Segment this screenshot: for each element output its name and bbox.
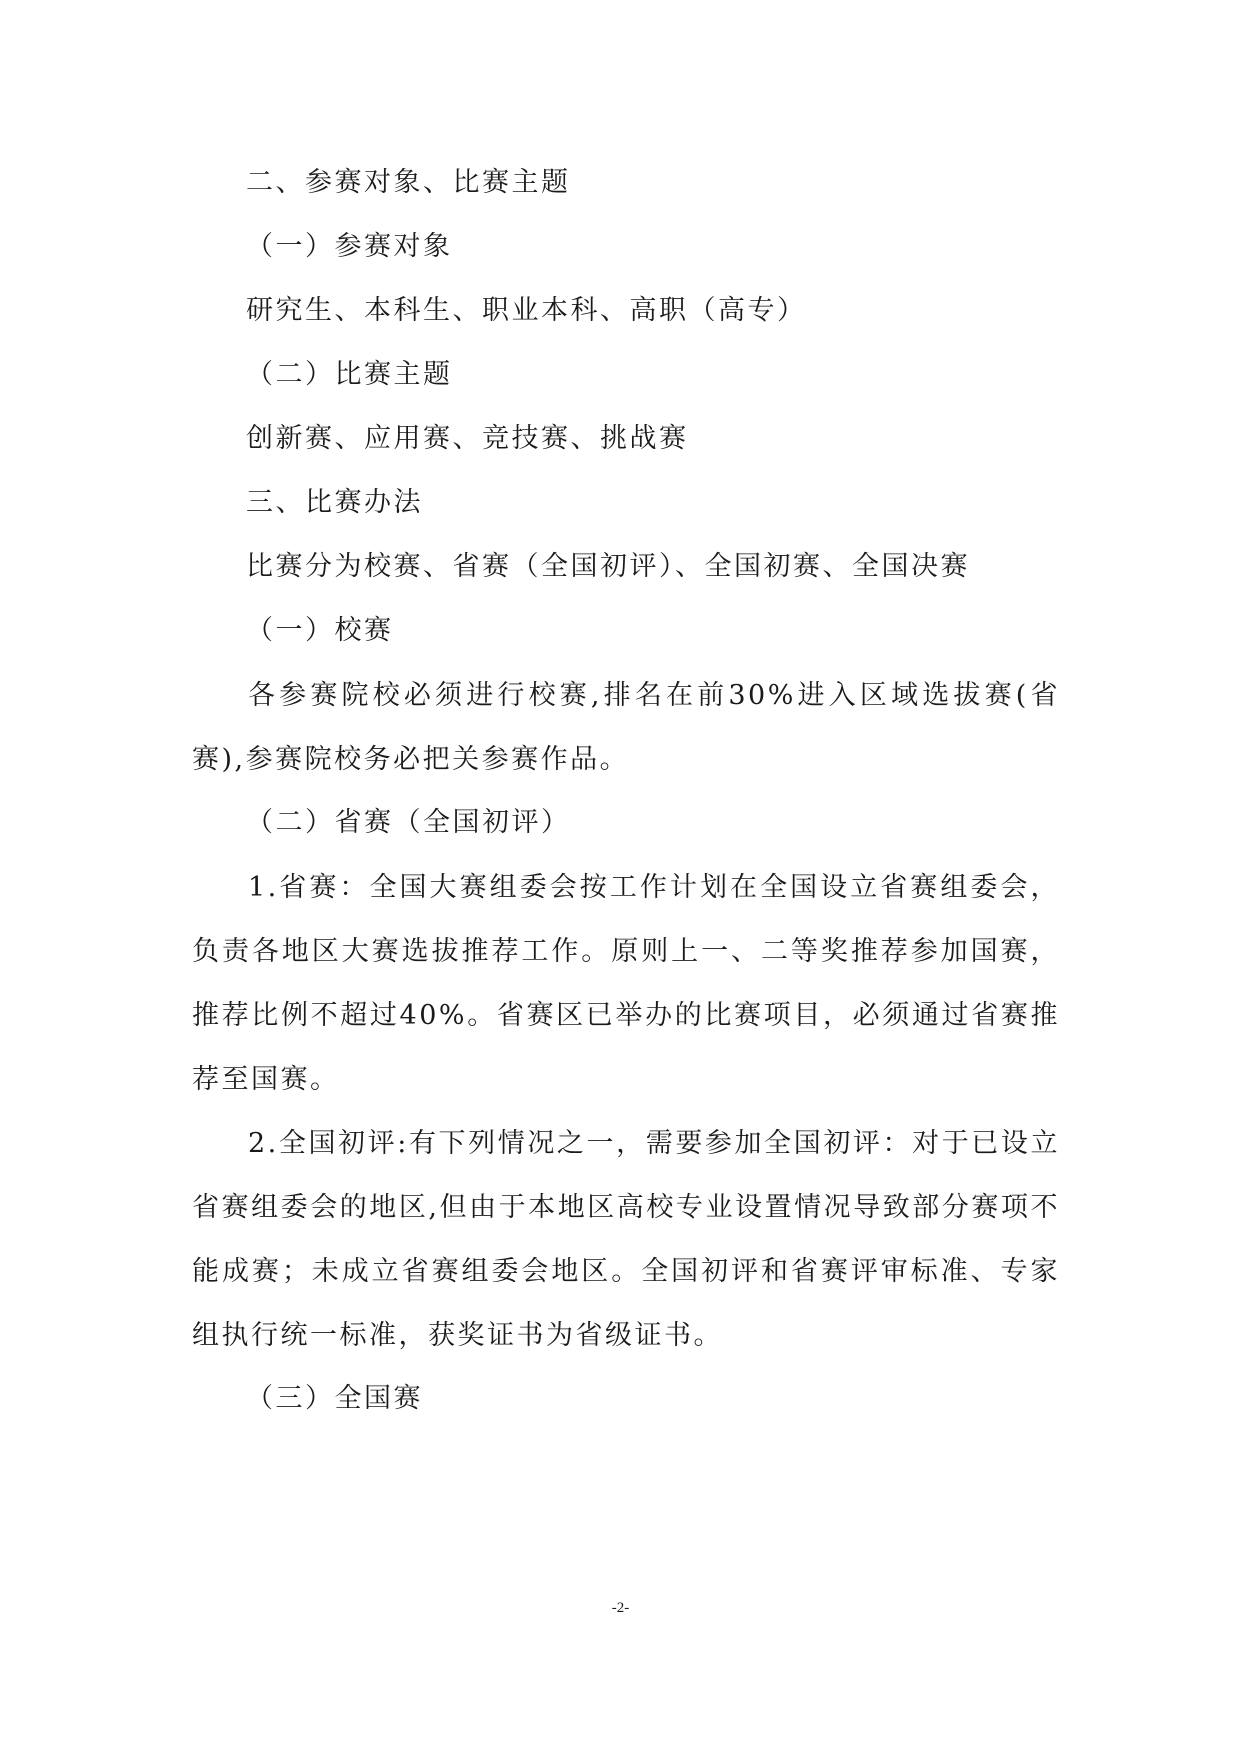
page-number: -2-	[611, 1600, 630, 1616]
subheading-school-competition: （一）校赛	[246, 615, 394, 646]
subheading-national-competition: （三）全国赛	[246, 1383, 423, 1414]
provincial-item-1-paragraph: 1.省赛：全国大赛组委会按工作计划在全国设立省赛组委会，负责各地区大赛选拔推荐工作。原则上一、二等奖推荐参加国赛，推荐比例不超过40%。省赛区已举办的比赛项目，必须通过省赛推荐至国赛。	[192, 872, 1060, 1095]
provincial-item-2-paragraph: 2.全国初评:有下列情况之一，需要参加全国初评：对于已设立省赛组委会的地区,但由于本地区高校专业设置情况导致部分赛项不能成赛；未成立省赛组委会地区。全国初评和省赛评审标准、专家组执行统一标准，获奖证书为省级证书。	[192, 1128, 1060, 1351]
section-heading-participants-themes: 二、参赛对象、比赛主题	[246, 167, 571, 198]
subheading-provincial-competition: （二）省赛（全国初评）	[246, 807, 571, 838]
school-competition-paragraph: 各参赛院校必须进行校赛,排名在前30%进入区域选拔赛(省赛),参赛院校务必把关参赛作品。	[192, 680, 1060, 775]
participants-text: 研究生、本科生、职业本科、高职（高专）	[246, 295, 807, 326]
subheading-participants: （一）参赛对象	[246, 231, 453, 262]
competition-stages-text: 比赛分为校赛、省赛（全国初评）、全国初赛、全国决赛	[246, 551, 970, 582]
themes-text: 创新赛、应用赛、竞技赛、挑战赛	[246, 423, 689, 454]
section-heading-competition-rules: 三、比赛办法	[246, 487, 423, 518]
subheading-themes: （二）比赛主题	[246, 359, 453, 390]
